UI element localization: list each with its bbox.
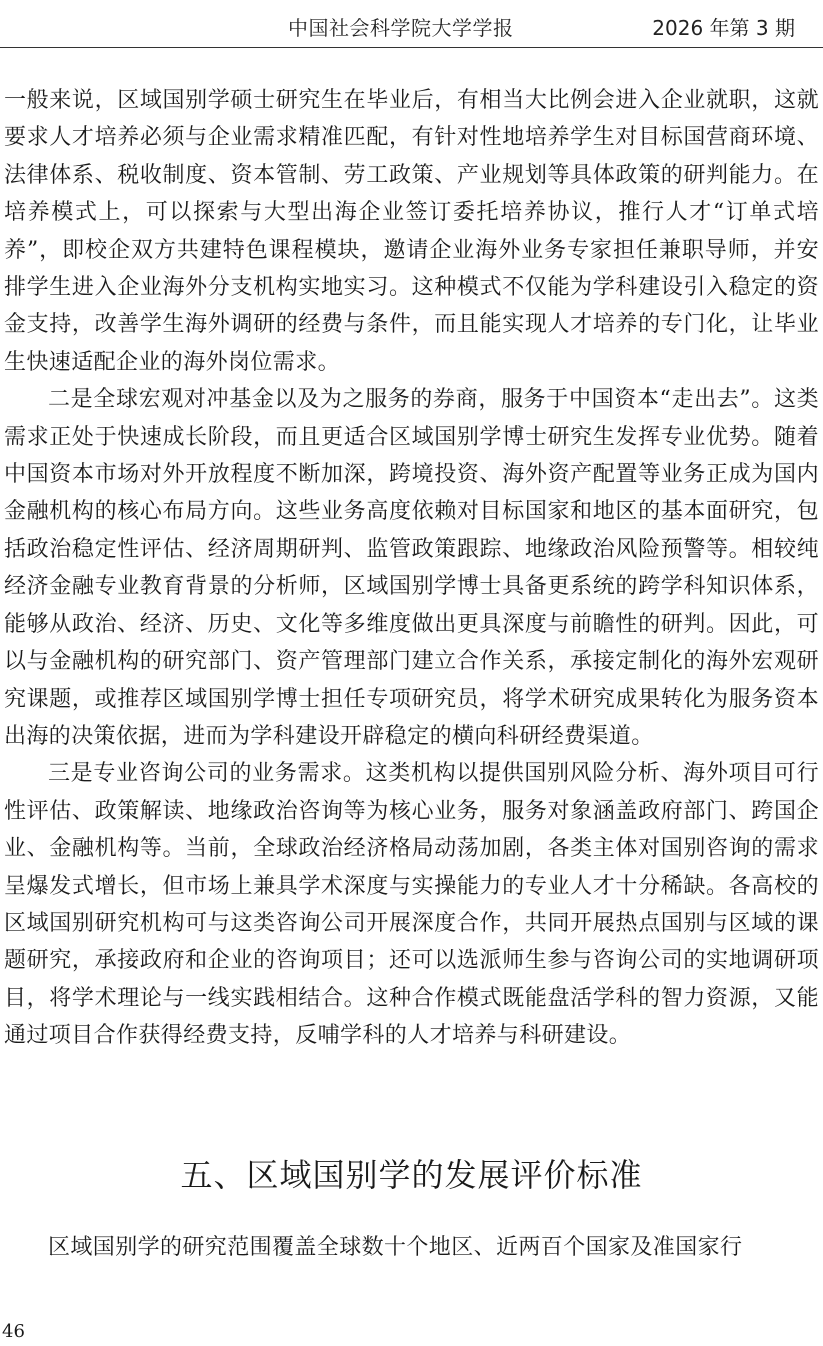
section-first-line: 区域国别学的研究范围覆盖全球数十个地区、近两百个国家及准国家行	[48, 1235, 743, 1260]
journal-title: 中国社会科学院大学学报	[288, 16, 514, 40]
paragraph-corporate-training: 一般来说，区域国别学硕士研究生在毕业后，有相当大比例会进入企业就职，这就要求人才培养必须与企业需求精准匹配，有针对性地培养学生对目标国营商环境、法律体系、税收制度、资本管制、劳工政策、产业规划等具体政策的研判能力。在培养模式上，可以探索与大型出海企业签订委托培养协议，推行人才“订单式培养”，即校企双方共建特色课程模块，邀请企业海外业务专家担任兼职导师，并安排学生进入企业海外分支机构实地实习。这种模式不仅能为学科建设引入稳定的资金支持，改善学生海外调研的经费与条件，而且能实现人才培养的专门化，让毕业生快速适配企业的海外岗位需求。	[4, 88, 819, 375]
page-number: 46	[2, 1321, 25, 1342]
section-heading: 五、区域国别学的发展评价标准	[180, 1156, 643, 1194]
article-body	[4, 82, 819, 1055]
paragraph-consulting-firms: 三是专业咨询公司的业务需求。这类机构以提供国别风险分析、海外项目可行性评估、政策解读、地缘政治咨询等为核心业务，服务对象涵盖政府部门、跨国企业、金融机构等。当前，全球政治经济格局动荡加剧，各类主体对国别咨询的需求呈爆发式增长，但市场上兼具学术深度与实操能力的专业人才十分稀缺。各高校的区域国别研究机构可与这类咨询公司开展深度合作，共同开展热点国别与区域的课题研究，承接政府和企业的咨询项目；还可以选派师生参与咨询公司的实地调研项目，将学术理论与一线实践相结合。这种合作模式既能盘活学科的智力资源，又能通过项目合作获得经费支持，反哺学科的人才培养与科研建设。	[4, 761, 819, 1049]
running-header	[0, 0, 823, 48]
paragraph-hedge-funds: 二是全球宏观对冲基金以及为之服务的券商，服务于中国资本“走出去”。这类需求正处于快速成长阶段，而且更适合区域国别学博士研究生发挥专业优势。随着中国资本市场对外开放程度不断加深，跨境投资、海外资产配置等业务正成为国内金融机构的核心布局方向。这些业务高度依赖对目标国家和地区的基本面研究，包括政治稳定性评估、经济周期研判、监管政策跟踪、地缘政治风险预警等。相较纯经济金融专业教育背景的分析师，区域国别学博士具备更系统的跨学科知识体系，能够从政治、经济、历史、文化等多维度做出更具深度与前瞻性的研判。因此，可以与金融机构的研究部门、资产管理部门建立合作关系，承接定制化的海外宏观研究课题，或推荐区域国别学博士担任专项研究员，将学术研究成果转化为服务资本出海的决策依据，进而为学科建设开辟稳定的横向科研经费渠道。	[4, 387, 819, 749]
issue-info: 2026 年第 3 期	[652, 16, 795, 40]
